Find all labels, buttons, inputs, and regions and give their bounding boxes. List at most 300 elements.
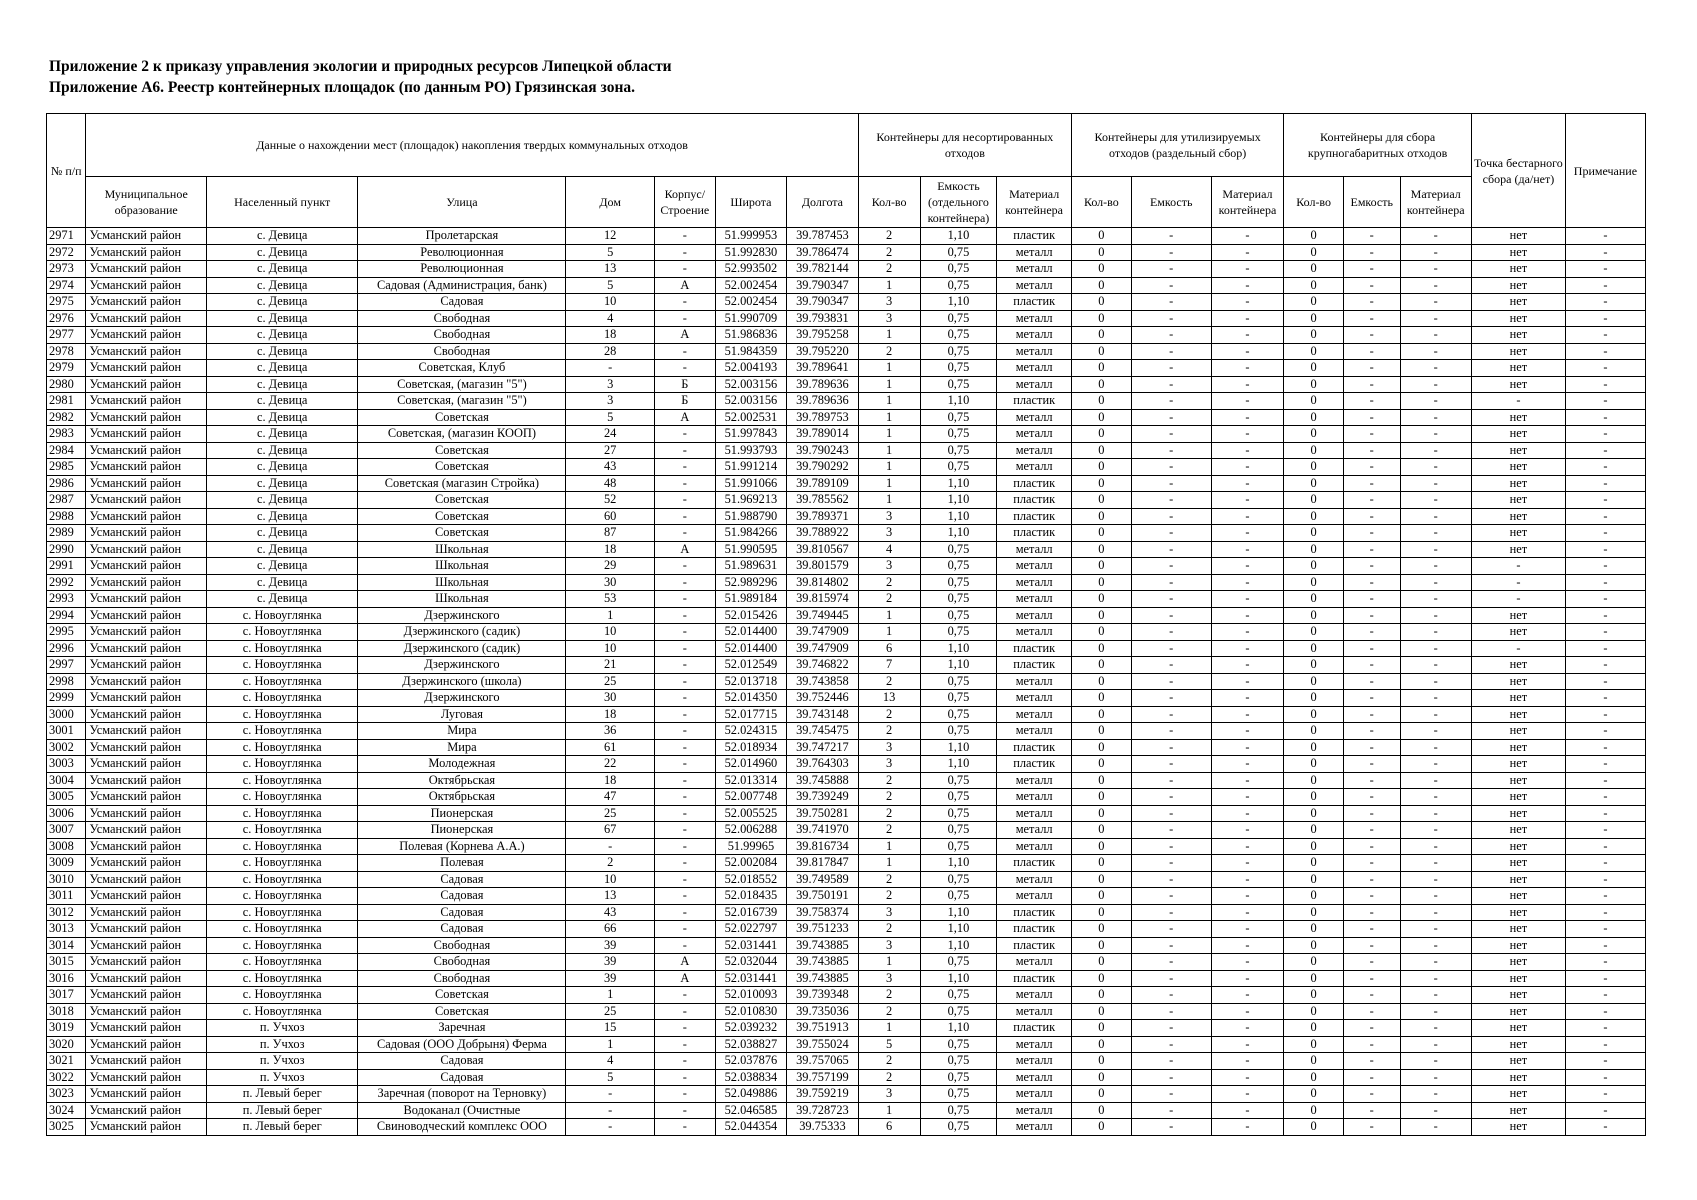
- cell-unsorted-count: 1: [858, 1020, 920, 1037]
- cell-separate-count: 0: [1072, 376, 1132, 393]
- cell-unsorted-count: 3: [858, 558, 920, 575]
- cell-latitude: 52.002531: [715, 409, 786, 426]
- cell-settlement: с. Новоуглянка: [206, 871, 357, 888]
- cell-unsorted-count: 1: [858, 409, 920, 426]
- cell-bulky-count: 0: [1284, 558, 1344, 575]
- cell-separate-material: -: [1211, 1086, 1284, 1103]
- cell-building: -: [654, 739, 715, 756]
- cell-building: -: [654, 673, 715, 690]
- cell-note: -: [1565, 888, 1645, 905]
- cell-longitude: 39.815974: [787, 591, 859, 608]
- cell-municipality: Усманский район: [86, 921, 207, 938]
- cell-bulky-count: 0: [1284, 442, 1344, 459]
- cell-street: Садовая: [358, 1069, 566, 1086]
- cell-bulky-material: -: [1400, 805, 1471, 822]
- cell-building: -: [654, 261, 715, 278]
- cell-settlement: с. Новоуглянка: [206, 987, 357, 1004]
- cell-collection-point: нет: [1471, 409, 1565, 426]
- cell-municipality: Усманский район: [86, 525, 207, 542]
- cell-street: Советская, (магазин "5"): [358, 376, 566, 393]
- col-group-separate: Контейнеры для утилизируемых отходов (раздельный сбор): [1072, 114, 1284, 177]
- cell-longitude: 39.758374: [787, 904, 859, 921]
- cell-bulky-material: -: [1400, 690, 1471, 707]
- cell-collection-point: нет: [1471, 508, 1565, 525]
- cell-unsorted-capacity: 0,75: [920, 459, 997, 476]
- cell-longitude: 39.743858: [787, 673, 859, 690]
- cell-latitude: 52.010830: [715, 1003, 786, 1020]
- cell-house: 18: [566, 327, 655, 344]
- table-row: [47, 360, 1646, 377]
- cell-separate-capacity: -: [1131, 261, 1211, 278]
- cell-separate-count: 0: [1072, 294, 1132, 311]
- cell-longitude: 39.787453: [787, 228, 859, 245]
- cell-settlement: с. Девица: [206, 393, 357, 410]
- cell-house: 28: [566, 343, 655, 360]
- cell-house: 25: [566, 673, 655, 690]
- cell-longitude: 39.816734: [787, 838, 859, 855]
- cell-unsorted-count: 2: [858, 987, 920, 1004]
- cell-bulky-count: 0: [1284, 739, 1344, 756]
- cell-separate-capacity: -: [1131, 723, 1211, 740]
- cell-collection-point: нет: [1471, 360, 1565, 377]
- cell-settlement: п. Левый берег: [206, 1086, 357, 1103]
- cell-municipality: Усманский район: [86, 640, 207, 657]
- cell-municipality: Усманский район: [86, 1053, 207, 1070]
- cell-separate-capacity: -: [1131, 1086, 1211, 1103]
- cell-street: Советская: [358, 409, 566, 426]
- cell-settlement: с. Девица: [206, 459, 357, 476]
- cell-unsorted-material: пластик: [997, 640, 1072, 657]
- cell-bulky-capacity: -: [1343, 871, 1400, 888]
- cell-settlement: с. Девица: [206, 327, 357, 344]
- cell-separate-count: 0: [1072, 1086, 1132, 1103]
- table-row: [47, 1020, 1646, 1037]
- cell-municipality: Усманский район: [86, 442, 207, 459]
- cell-bulky-material: -: [1400, 376, 1471, 393]
- cell-bulky-capacity: -: [1343, 624, 1400, 641]
- cell-unsorted-material: металл: [997, 723, 1072, 740]
- cell-separate-capacity: -: [1131, 492, 1211, 509]
- cell-separate-material: -: [1211, 904, 1284, 921]
- cell-note: -: [1565, 706, 1645, 723]
- cell-unsorted-count: 3: [858, 904, 920, 921]
- cell-unsorted-material: металл: [997, 1003, 1072, 1020]
- cell-row-num: 2991: [47, 558, 86, 575]
- cell-unsorted-material: пластик: [997, 228, 1072, 245]
- cell-street: Пионерская: [358, 805, 566, 822]
- cell-collection-point: нет: [1471, 1086, 1565, 1103]
- cell-bulky-material: -: [1400, 558, 1471, 575]
- cell-longitude: 39.745475: [787, 723, 859, 740]
- cell-note: -: [1565, 277, 1645, 294]
- cell-row-num: 2989: [47, 525, 86, 542]
- cell-unsorted-capacity: 1,10: [920, 640, 997, 657]
- cell-bulky-capacity: -: [1343, 492, 1400, 509]
- cell-municipality: Усманский район: [86, 508, 207, 525]
- cell-longitude: 39.782144: [787, 261, 859, 278]
- cell-note: -: [1565, 525, 1645, 542]
- cell-building: -: [654, 723, 715, 740]
- cell-municipality: Усманский район: [86, 1069, 207, 1086]
- cell-separate-count: 0: [1072, 888, 1132, 905]
- cell-separate-capacity: -: [1131, 1069, 1211, 1086]
- cell-settlement: п. Левый берег: [206, 1119, 357, 1136]
- cell-separate-material: -: [1211, 937, 1284, 954]
- cell-settlement: с. Новоуглянка: [206, 805, 357, 822]
- cell-settlement: с. Новоуглянка: [206, 739, 357, 756]
- cell-unsorted-capacity: 0,75: [920, 409, 997, 426]
- cell-row-num: 3008: [47, 838, 86, 855]
- cell-building: -: [654, 1036, 715, 1053]
- cell-street: Свободная: [358, 310, 566, 327]
- cell-bulky-capacity: -: [1343, 228, 1400, 245]
- cell-row-num: 3002: [47, 739, 86, 756]
- cell-separate-capacity: -: [1131, 805, 1211, 822]
- cell-street: Свиноводческий комплекс ООО: [358, 1119, 566, 1136]
- cell-settlement: с. Девица: [206, 277, 357, 294]
- col-header-building: Корпус/ Строение: [654, 177, 715, 228]
- cell-settlement: с. Девица: [206, 261, 357, 278]
- cell-separate-capacity: -: [1131, 970, 1211, 987]
- cell-row-num: 2996: [47, 640, 86, 657]
- cell-house: 12: [566, 228, 655, 245]
- cell-separate-count: 0: [1072, 723, 1132, 740]
- cell-municipality: Усманский район: [86, 657, 207, 674]
- cell-unsorted-material: металл: [997, 871, 1072, 888]
- cell-unsorted-capacity: 0,75: [920, 574, 997, 591]
- cell-unsorted-material: металл: [997, 244, 1072, 261]
- cell-note: -: [1565, 1069, 1645, 1086]
- cell-unsorted-capacity: 0,75: [920, 541, 997, 558]
- cell-building: -: [654, 888, 715, 905]
- table-row: [47, 261, 1646, 278]
- cell-bulky-material: -: [1400, 987, 1471, 1004]
- cell-unsorted-material: пластик: [997, 508, 1072, 525]
- cell-latitude: 52.037876: [715, 1053, 786, 1070]
- cell-collection-point: нет: [1471, 805, 1565, 822]
- cell-separate-count: 0: [1072, 277, 1132, 294]
- cell-longitude: 39.789636: [787, 393, 859, 410]
- cell-row-num: 3006: [47, 805, 86, 822]
- cell-latitude: 52.014400: [715, 624, 786, 641]
- cell-building: -: [654, 937, 715, 954]
- cell-bulky-capacity: -: [1343, 1119, 1400, 1136]
- cell-street: Школьная: [358, 574, 566, 591]
- cell-settlement: с. Новоуглянка: [206, 822, 357, 839]
- cell-building: -: [654, 228, 715, 245]
- cell-municipality: Усманский район: [86, 1119, 207, 1136]
- cell-separate-capacity: -: [1131, 673, 1211, 690]
- document-titles: [49, 56, 672, 98]
- cell-municipality: Усманский район: [86, 1102, 207, 1119]
- cell-municipality: Усманский район: [86, 607, 207, 624]
- cell-note: -: [1565, 1003, 1645, 1020]
- cell-settlement: с. Новоуглянка: [206, 723, 357, 740]
- cell-bulky-count: 0: [1284, 525, 1344, 542]
- cell-separate-capacity: -: [1131, 904, 1211, 921]
- cell-separate-material: -: [1211, 1003, 1284, 1020]
- cell-bulky-count: 0: [1284, 426, 1344, 443]
- cell-building: -: [654, 310, 715, 327]
- cell-building: -: [654, 508, 715, 525]
- cell-unsorted-material: металл: [997, 409, 1072, 426]
- cell-collection-point: нет: [1471, 228, 1565, 245]
- cell-latitude: 51.991066: [715, 475, 786, 492]
- cell-collection-point: нет: [1471, 1102, 1565, 1119]
- cell-longitude: 39.75333: [787, 1119, 859, 1136]
- cell-separate-material: -: [1211, 360, 1284, 377]
- cell-longitude: 39.789109: [787, 475, 859, 492]
- cell-unsorted-material: металл: [997, 706, 1072, 723]
- cell-collection-point: нет: [1471, 937, 1565, 954]
- cell-separate-material: -: [1211, 525, 1284, 542]
- cell-building: -: [654, 855, 715, 872]
- cell-separate-capacity: -: [1131, 525, 1211, 542]
- cell-house: 66: [566, 921, 655, 938]
- cell-building: А: [654, 409, 715, 426]
- cell-bulky-capacity: -: [1343, 459, 1400, 476]
- cell-municipality: Усманский район: [86, 987, 207, 1004]
- cell-street: Советская, (магазин КООП): [358, 426, 566, 443]
- table-row: [47, 838, 1646, 855]
- cell-collection-point: нет: [1471, 756, 1565, 773]
- cell-unsorted-capacity: 0,75: [920, 244, 997, 261]
- cell-building: -: [654, 1119, 715, 1136]
- cell-separate-count: 0: [1072, 228, 1132, 245]
- cell-separate-material: -: [1211, 970, 1284, 987]
- cell-separate-count: 0: [1072, 624, 1132, 641]
- cell-latitude: 52.007748: [715, 789, 786, 806]
- table-row: [47, 294, 1646, 311]
- cell-note: -: [1565, 904, 1645, 921]
- cell-settlement: с. Новоуглянка: [206, 970, 357, 987]
- cell-separate-count: 0: [1072, 838, 1132, 855]
- cell-building: -: [654, 904, 715, 921]
- cell-bulky-material: -: [1400, 277, 1471, 294]
- cell-row-num: 2975: [47, 294, 86, 311]
- cell-collection-point: нет: [1471, 1069, 1565, 1086]
- cell-row-num: 3022: [47, 1069, 86, 1086]
- cell-unsorted-material: пластик: [997, 657, 1072, 674]
- cell-collection-point: нет: [1471, 673, 1565, 690]
- cell-note: -: [1565, 244, 1645, 261]
- cell-building: А: [654, 277, 715, 294]
- cell-municipality: Усманский район: [86, 772, 207, 789]
- cell-unsorted-capacity: 0,75: [920, 871, 997, 888]
- cell-bulky-material: -: [1400, 888, 1471, 905]
- cell-row-num: 2984: [47, 442, 86, 459]
- table-row: [47, 277, 1646, 294]
- cell-latitude: 51.993793: [715, 442, 786, 459]
- cell-bulky-capacity: -: [1343, 393, 1400, 410]
- cell-unsorted-capacity: 0,75: [920, 261, 997, 278]
- cell-settlement: с. Новоуглянка: [206, 789, 357, 806]
- cell-separate-capacity: -: [1131, 607, 1211, 624]
- cell-bulky-capacity: -: [1343, 294, 1400, 311]
- cell-bulky-material: -: [1400, 492, 1471, 509]
- cell-building: -: [654, 822, 715, 839]
- cell-note: -: [1565, 739, 1645, 756]
- cell-row-num: 2999: [47, 690, 86, 707]
- cell-longitude: 39.817847: [787, 855, 859, 872]
- cell-unsorted-material: металл: [997, 772, 1072, 789]
- cell-unsorted-material: металл: [997, 1102, 1072, 1119]
- cell-bulky-count: 0: [1284, 690, 1344, 707]
- cell-settlement: с. Девица: [206, 376, 357, 393]
- cell-building: А: [654, 954, 715, 971]
- cell-collection-point: нет: [1471, 541, 1565, 558]
- cell-settlement: с. Новоуглянка: [206, 624, 357, 641]
- cell-unsorted-material: металл: [997, 310, 1072, 327]
- col-header-bulky-material: Материал контейнера: [1400, 177, 1471, 228]
- cell-house: -: [566, 838, 655, 855]
- cell-separate-material: -: [1211, 1119, 1284, 1136]
- cell-separate-capacity: -: [1131, 426, 1211, 443]
- col-header-bulky-capacity: Емкость: [1343, 177, 1400, 228]
- cell-building: -: [654, 426, 715, 443]
- cell-separate-material: -: [1211, 343, 1284, 360]
- cell-unsorted-count: 4: [858, 541, 920, 558]
- cell-bulky-count: 0: [1284, 228, 1344, 245]
- cell-separate-material: -: [1211, 228, 1284, 245]
- cell-unsorted-material: пластик: [997, 970, 1072, 987]
- cell-collection-point: нет: [1471, 690, 1565, 707]
- header-row-groups: [47, 114, 1646, 177]
- cell-separate-count: 0: [1072, 673, 1132, 690]
- cell-bulky-capacity: -: [1343, 838, 1400, 855]
- cell-bulky-count: 0: [1284, 393, 1344, 410]
- table-row: [47, 426, 1646, 443]
- cell-row-num: 2993: [47, 591, 86, 608]
- cell-longitude: 39.790347: [787, 277, 859, 294]
- cell-house: 60: [566, 508, 655, 525]
- cell-house: 21: [566, 657, 655, 674]
- cell-bulky-capacity: -: [1343, 640, 1400, 657]
- cell-separate-capacity: -: [1131, 442, 1211, 459]
- cell-longitude: 39.739249: [787, 789, 859, 806]
- cell-separate-capacity: -: [1131, 343, 1211, 360]
- cell-separate-capacity: -: [1131, 987, 1211, 1004]
- cell-building: -: [654, 459, 715, 476]
- cell-separate-count: 0: [1072, 970, 1132, 987]
- table-row: [47, 706, 1646, 723]
- cell-settlement: с. Новоуглянка: [206, 673, 357, 690]
- cell-unsorted-capacity: 0,75: [920, 343, 997, 360]
- cell-municipality: Усманский район: [86, 624, 207, 641]
- cell-municipality: Усманский район: [86, 376, 207, 393]
- cell-separate-count: 0: [1072, 508, 1132, 525]
- cell-longitude: 39.789636: [787, 376, 859, 393]
- cell-house: 13: [566, 261, 655, 278]
- cell-latitude: 52.014960: [715, 756, 786, 773]
- table-row: [47, 937, 1646, 954]
- cell-house: 10: [566, 294, 655, 311]
- cell-note: -: [1565, 442, 1645, 459]
- cell-unsorted-count: 2: [858, 228, 920, 245]
- cell-row-num: 2980: [47, 376, 86, 393]
- cell-unsorted-count: 2: [858, 261, 920, 278]
- cell-street: Полевая (Корнева А.А.): [358, 838, 566, 855]
- cell-latitude: 51.986836: [715, 327, 786, 344]
- table-row: [47, 492, 1646, 509]
- cell-longitude: 39.743885: [787, 937, 859, 954]
- cell-latitude: 52.013314: [715, 772, 786, 789]
- cell-row-num: 3010: [47, 871, 86, 888]
- cell-street: Дзержинского (садик): [358, 624, 566, 641]
- cell-note: -: [1565, 789, 1645, 806]
- cell-note: -: [1565, 937, 1645, 954]
- cell-row-num: 2987: [47, 492, 86, 509]
- cell-settlement: с. Девица: [206, 541, 357, 558]
- header-row-columns: [47, 177, 1646, 228]
- table-row: [47, 508, 1646, 525]
- cell-house: 10: [566, 640, 655, 657]
- cell-bulky-capacity: -: [1343, 525, 1400, 542]
- cell-bulky-capacity: -: [1343, 772, 1400, 789]
- cell-unsorted-count: 1: [858, 1102, 920, 1119]
- cell-bulky-capacity: -: [1343, 822, 1400, 839]
- cell-separate-material: -: [1211, 706, 1284, 723]
- cell-street: Садовая: [358, 871, 566, 888]
- cell-unsorted-capacity: 0,75: [920, 1053, 997, 1070]
- cell-collection-point: нет: [1471, 525, 1565, 542]
- cell-note: -: [1565, 1036, 1645, 1053]
- cell-unsorted-count: 3: [858, 294, 920, 311]
- cell-separate-count: 0: [1072, 558, 1132, 575]
- cell-separate-count: 0: [1072, 244, 1132, 261]
- cell-unsorted-material: металл: [997, 277, 1072, 294]
- cell-note: -: [1565, 541, 1645, 558]
- cell-separate-material: -: [1211, 838, 1284, 855]
- cell-separate-capacity: -: [1131, 1102, 1211, 1119]
- cell-building: -: [654, 1053, 715, 1070]
- cell-building: -: [654, 1086, 715, 1103]
- cell-separate-count: 0: [1072, 1119, 1132, 1136]
- col-group-location: Данные о нахождении мест (площадок) накопления твердых коммунальных отходов: [86, 114, 858, 177]
- cell-separate-count: 0: [1072, 1102, 1132, 1119]
- cell-unsorted-count: 7: [858, 657, 920, 674]
- cell-bulky-count: 0: [1284, 1036, 1344, 1053]
- cell-note: -: [1565, 261, 1645, 278]
- cell-separate-material: -: [1211, 442, 1284, 459]
- cell-note: -: [1565, 640, 1645, 657]
- cell-street: Советская: [358, 442, 566, 459]
- cell-collection-point: -: [1471, 558, 1565, 575]
- cell-latitude: 52.003156: [715, 393, 786, 410]
- cell-separate-count: 0: [1072, 541, 1132, 558]
- cell-municipality: Усманский район: [86, 541, 207, 558]
- cell-unsorted-material: металл: [997, 888, 1072, 905]
- cell-municipality: Усманский район: [86, 1086, 207, 1103]
- cell-house: 5: [566, 1069, 655, 1086]
- cell-row-num: 2971: [47, 228, 86, 245]
- cell-unsorted-capacity: 0,75: [920, 277, 997, 294]
- cell-bulky-material: -: [1400, 244, 1471, 261]
- cell-unsorted-material: металл: [997, 607, 1072, 624]
- cell-house: 1: [566, 987, 655, 1004]
- table-row: [47, 558, 1646, 575]
- cell-bulky-capacity: -: [1343, 987, 1400, 1004]
- cell-collection-point: нет: [1471, 492, 1565, 509]
- cell-municipality: Усманский район: [86, 822, 207, 839]
- cell-separate-material: -: [1211, 657, 1284, 674]
- col-header-house: Дом: [566, 177, 655, 228]
- cell-bulky-count: 0: [1284, 921, 1344, 938]
- cell-bulky-count: 0: [1284, 541, 1344, 558]
- cell-unsorted-material: металл: [997, 261, 1072, 278]
- cell-street: Школьная: [358, 541, 566, 558]
- table-row: [47, 393, 1646, 410]
